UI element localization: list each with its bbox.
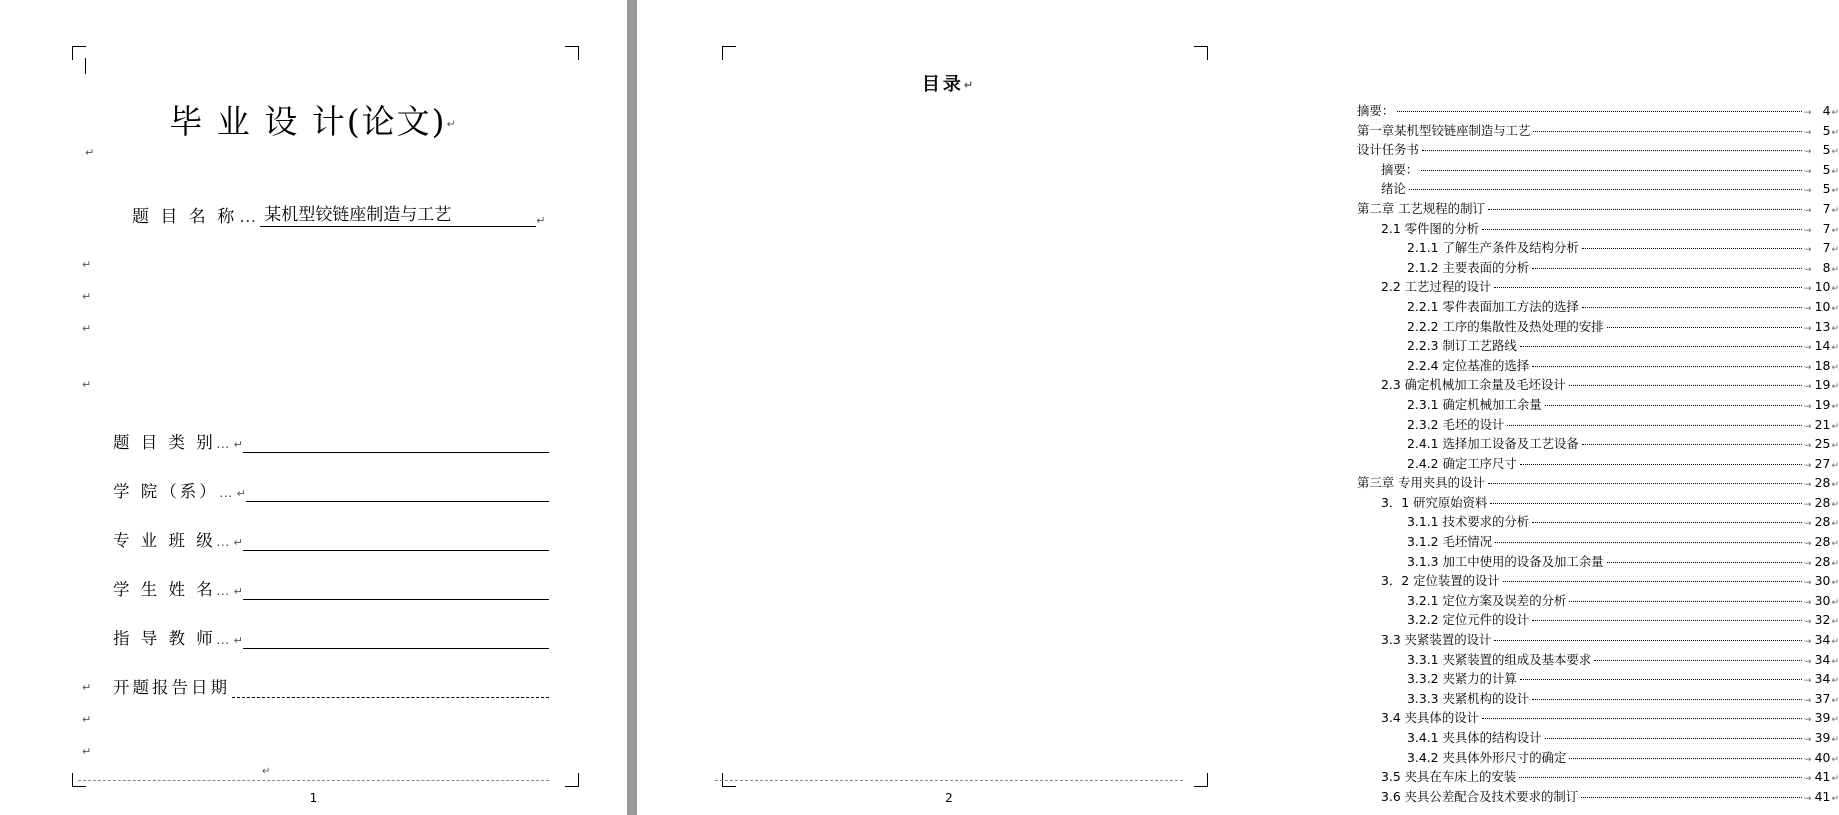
toc-entry[interactable] (1357, 689, 1839, 709)
toc-leader-dots (1545, 737, 1802, 739)
toc-entry-page: 34 (1814, 651, 1831, 667)
toc-entry-label: 2.3.2 毛坯的设计 (1407, 416, 1505, 432)
empty-paragraph-mark: ↵ (82, 258, 92, 271)
toc-leader-dots (1495, 541, 1802, 543)
toc-entry[interactable] (1357, 454, 1839, 474)
tab-mark-icon: → (1803, 343, 1812, 354)
page-title (0, 96, 627, 143)
toc-entry-page: 4 (1822, 103, 1831, 118)
tab-mark-icon: → (1803, 186, 1812, 197)
tab-mark-icon: → (1803, 421, 1812, 432)
toc-leader-dots (1582, 443, 1802, 445)
tab-mark-icon: → (1803, 225, 1812, 236)
toc-entry-label: 3．1 研究原始资料 (1381, 494, 1488, 510)
toc-leader-dots (1494, 639, 1802, 641)
field-row-category (113, 408, 549, 453)
toc-leader-dots (1582, 247, 1802, 249)
paragraph-mark-icon: ↵ (233, 635, 243, 647)
toc-entry-label: 2.2.3 制订工艺路线 (1407, 338, 1517, 354)
field-input-class[interactable] (243, 530, 549, 551)
page-number-right: 2 (945, 791, 953, 805)
paragraph-mark-icon: ↵ (1831, 245, 1839, 256)
toc-entry-page: 30 (1814, 573, 1831, 589)
empty-paragraph-mark: ↵ (82, 713, 92, 726)
toc-entry[interactable] (1357, 552, 1839, 572)
toc-entry[interactable] (1357, 101, 1839, 121)
toc-entry[interactable] (1357, 650, 1839, 670)
toc-entry-page: 28 (1814, 534, 1831, 550)
toc-leader-dots (1422, 149, 1802, 151)
empty-paragraph-mark: ↵ (82, 745, 92, 758)
text-cursor (85, 58, 86, 74)
paragraph-mark-icon: ↵ (1831, 519, 1839, 530)
toc-entry[interactable] (1357, 277, 1839, 297)
toc-entry-page: 32 (1814, 612, 1831, 628)
tab-mark-icon: → (1803, 362, 1812, 373)
paragraph-mark-icon: ↵ (446, 117, 458, 131)
toc-leader-dots (1532, 267, 1802, 269)
toc-entry-page: 41 (1814, 788, 1831, 804)
toc-list (1357, 101, 1839, 806)
toc-entry-label: 2.1.1 了解生产条件及结构分析 (1407, 240, 1579, 256)
toc-entry-label: 3.5 夹具在车床上的安装 (1381, 769, 1517, 785)
toc-entry-page: 13 (1814, 318, 1831, 334)
form-fields (113, 408, 549, 702)
tab-mark-icon: → (1803, 460, 1812, 471)
toc-leader-dots (1532, 365, 1802, 367)
toc-entry-label: 2.1 零件图的分析 (1381, 220, 1479, 236)
crop-mark-top-left (72, 46, 86, 60)
paragraph-mark-icon: ↵ (1831, 774, 1839, 785)
toc-entry-label: 第一章某机型铰链座制造与工艺 (1357, 122, 1531, 138)
toc-entry-label: 设计任务书 (1357, 142, 1419, 158)
toc-entry-label: 2.2.4 定位基准的选择 (1407, 357, 1530, 373)
field-input-college[interactable] (246, 481, 549, 502)
tab-mark-icon: → (1803, 715, 1812, 726)
tab-mark-icon: → (1803, 597, 1812, 608)
footer-separator (715, 780, 1183, 781)
toc-entry[interactable] (1357, 493, 1839, 513)
empty-paragraph-mark: ↵ (82, 378, 92, 391)
toc-entry-page: 19 (1814, 377, 1831, 393)
toc-entry[interactable] (1357, 238, 1839, 258)
tab-mark-icon: → (1803, 774, 1812, 785)
field-label-college: 学 院（系） (113, 482, 219, 501)
subject-title-row (132, 200, 545, 227)
toc-leader-dots (1545, 404, 1802, 406)
toc-entry-page: 8 (1822, 259, 1831, 275)
paragraph-mark-icon: ↵ (536, 214, 546, 227)
tab-mark-icon: → (1803, 401, 1812, 412)
empty-paragraph-mark: ↵ (82, 681, 92, 694)
toc-entry-page: 5 (1822, 181, 1831, 197)
toc-entry-page: 5 (1822, 122, 1831, 138)
paragraph-mark-icon: ↵ (236, 488, 246, 500)
toc-entry-label: 2.3.1 确定机械加工余量 (1407, 396, 1542, 412)
toc-entry-label: 3.4.1 夹具体的结构设计 (1407, 730, 1542, 745)
toc-entry-page: 41 (1814, 769, 1831, 785)
toc-entry[interactable] (1357, 160, 1839, 180)
tab-mark-icon: → (1803, 656, 1812, 667)
tab-mark-icon: → (1803, 519, 1812, 530)
toc-leader-dots (1507, 424, 1801, 426)
tab-mark-icon: → (1803, 323, 1812, 334)
toc-entry-label: 3.3.3 夹紧机构的设计 (1407, 690, 1530, 706)
toc-entry-label: 3.1.1 技术要求的分析 (1407, 514, 1530, 530)
toc-entry-page: 21 (1814, 416, 1831, 432)
tab-mark-icon: → (1803, 127, 1812, 138)
toc-entry[interactable] (1357, 728, 1839, 748)
toc-leader-dots (1520, 463, 1802, 465)
toc-entry[interactable] (1357, 179, 1839, 199)
toc-entry[interactable] (1357, 336, 1839, 356)
tab-mark-icon: → (1803, 695, 1812, 706)
tab-mark-icon: → (1803, 284, 1812, 295)
paragraph-mark-icon: ↵ (1831, 558, 1839, 569)
paragraph-mark-icon: ↵ (1831, 362, 1839, 373)
tab-mark-icon: → (1803, 539, 1812, 550)
tab-mark-icon: → (1803, 793, 1812, 804)
subject-value[interactable]: 某机型铰链座制造与工艺 (260, 200, 536, 227)
toc-entry[interactable] (1357, 375, 1839, 395)
toc-entry-page: 40 (1814, 749, 1831, 765)
field-dots: … (215, 631, 232, 647)
empty-paragraph-mark: ↵ (85, 146, 95, 159)
paragraph-mark-icon: ↵ (1831, 225, 1839, 236)
footer-paragraph-mark: ↵ (262, 766, 271, 777)
paragraph-mark-icon: ↵ (1831, 205, 1839, 216)
paragraph-mark-icon: ↵ (1831, 695, 1839, 706)
paragraph-mark-icon: ↵ (1831, 735, 1839, 745)
field-input-proposal-date[interactable] (232, 677, 549, 698)
toc-leader-dots (1533, 130, 1801, 132)
toc-entry[interactable] (1357, 297, 1839, 317)
paragraph-mark-icon: ↵ (1831, 382, 1839, 393)
crop-mark-bottom-right (565, 773, 579, 787)
paragraph-mark-icon: ↵ (1831, 421, 1839, 432)
paragraph-mark-icon: ↵ (233, 586, 243, 598)
toc-entry-label: 第二章 工艺规程的制订 (1357, 200, 1485, 216)
toc-entry[interactable] (1357, 317, 1839, 337)
toc-entry[interactable] (1357, 434, 1839, 454)
toc-entry[interactable] (1357, 258, 1839, 278)
toc-entry-page: 7 (1822, 240, 1831, 256)
toc-entry[interactable] (1357, 767, 1839, 787)
toc-entry-label: 3.2.2 定位元件的设计 (1407, 612, 1530, 628)
tab-mark-icon: → (1803, 147, 1812, 158)
toc-entry-label: 3.1.3 加工中使用的设备及加工余量 (1407, 553, 1604, 569)
toc-entry-label: 3．2 定位装置的设计 (1381, 573, 1500, 589)
toc-entry[interactable] (1357, 610, 1839, 630)
toc-entry-label: 3.6 夹具公差配合及技术要求的制订 (1381, 788, 1579, 804)
toc-entry[interactable] (1357, 571, 1839, 591)
toc-leader-dots (1582, 306, 1802, 308)
toc-entry-label: 摘要： (1381, 161, 1419, 177)
crop-mark-top-left (722, 46, 736, 60)
paragraph-mark-icon: ↵ (1831, 166, 1839, 177)
toc-leader-dots (1488, 208, 1802, 210)
field-row-proposal-date (113, 653, 549, 698)
toc-entry-page: 10 (1814, 298, 1831, 314)
toc-entry-page: 28 (1814, 553, 1831, 569)
field-row-class (113, 506, 549, 551)
toc-entry[interactable] (1357, 356, 1839, 376)
tab-mark-icon: → (1803, 205, 1812, 216)
tab-mark-icon: → (1803, 441, 1812, 452)
paragraph-mark-icon: ↵ (1831, 441, 1839, 452)
paragraph-mark-icon: ↵ (1831, 617, 1839, 628)
field-input-category[interactable] (243, 432, 549, 453)
field-row-advisor (113, 604, 549, 649)
toc-entry[interactable] (1357, 591, 1839, 611)
paragraph-mark-icon: ↵ (1831, 480, 1839, 491)
toc-leader-dots (1607, 561, 1802, 563)
toc-entry-label: 2.2 工艺过程的设计 (1381, 279, 1492, 295)
toc-entry-page: 5 (1822, 161, 1831, 177)
toc-entry-page: 27 (1814, 455, 1831, 471)
paragraph-mark-icon: ↵ (1831, 499, 1839, 510)
field-label-advisor: 指 导 教 师 (113, 629, 216, 648)
toc-entry-page: 28 (1814, 514, 1831, 530)
empty-paragraph-mark: ↵ (82, 290, 92, 303)
field-label-category: 题 目 类 别 (113, 433, 216, 452)
tab-mark-icon: → (1803, 108, 1812, 118)
page-gutter-scrollbar[interactable] (627, 0, 637, 815)
toc-entry[interactable] (1357, 669, 1839, 689)
toc-leader-dots (1494, 286, 1802, 288)
toc-entry-page: 18 (1814, 357, 1831, 373)
toc-entry[interactable] (1357, 630, 1839, 650)
toc-leader-dots (1421, 169, 1802, 171)
toc-entry-page: 39 (1814, 710, 1831, 726)
paragraph-mark-icon: ↵ (1831, 127, 1839, 138)
toc-entry-label: 2.4.1 选择加工设备及工艺设备 (1407, 436, 1579, 452)
toc-leader-dots (1569, 757, 1802, 759)
toc-entry-label: 3.1.2 毛坯情况 (1407, 534, 1493, 550)
toc-leader-dots (1488, 482, 1802, 484)
field-dots: … (215, 435, 232, 451)
field-dots: … (218, 484, 235, 500)
field-label-class: 专 业 班 级 (113, 531, 216, 550)
toc-entry[interactable] (1357, 532, 1839, 552)
paragraph-mark-icon: ↵ (1831, 401, 1839, 412)
toc-entry[interactable] (1357, 473, 1839, 493)
toc-entry-page: 30 (1814, 592, 1831, 608)
paragraph-mark-icon: ↵ (1831, 539, 1839, 550)
field-label-student-name: 学 生 姓 名 (113, 580, 216, 599)
field-input-advisor[interactable] (243, 628, 549, 649)
paragraph-mark-icon: ↵ (1831, 637, 1839, 648)
toc-entry-page: 10 (1814, 279, 1831, 295)
toc-leader-dots (1519, 776, 1802, 778)
field-row-college (113, 457, 549, 502)
field-input-student-name[interactable] (243, 579, 549, 600)
toc-page (637, 0, 1839, 815)
toc-entry-page: 14 (1814, 338, 1831, 354)
toc-entry[interactable] (1357, 415, 1839, 435)
toc-entry[interactable] (1357, 748, 1839, 768)
toc-leader-dots (1569, 600, 1802, 602)
toc-leader-dots (1520, 345, 1802, 347)
toc-entry-label: 2.2.1 零件表面加工方法的选择 (1407, 298, 1579, 314)
toc-leader-dots (1397, 110, 1802, 112)
toc-entry-label: 3.3 夹紧装置的设计 (1381, 632, 1492, 648)
toc-entry-page: 7 (1822, 220, 1831, 236)
toc-entry-page: 28 (1814, 494, 1831, 510)
toc-entry-label: 3.4 夹具体的设计 (1381, 710, 1479, 726)
empty-paragraph-mark: ↵ (82, 322, 92, 335)
toc-entry[interactable] (1357, 121, 1839, 141)
page-number-left: 1 (309, 791, 318, 805)
toc-leader-dots (1482, 717, 1802, 719)
tab-mark-icon: → (1803, 480, 1812, 491)
tab-mark-icon: → (1803, 303, 1812, 314)
toc-entry-label: 2.1.2 主要表面的分析 (1407, 259, 1530, 275)
toc-entry-page: 28 (1814, 475, 1831, 491)
paragraph-mark-icon: ↵ (1831, 284, 1839, 295)
toc-leader-dots (1503, 580, 1802, 582)
tab-mark-icon: → (1803, 617, 1812, 628)
toc-entry-label: 摘要： (1357, 103, 1395, 118)
tab-mark-icon: → (1803, 754, 1812, 765)
toc-entry[interactable] (1357, 219, 1839, 239)
paragraph-mark-icon: ↵ (1831, 676, 1839, 687)
tab-mark-icon: → (1803, 637, 1812, 648)
paragraph-mark-icon: ↵ (1831, 343, 1839, 354)
paragraph-mark-icon: ↵ (1831, 303, 1839, 314)
toc-leader-dots (1569, 384, 1802, 386)
paragraph-mark-icon: ↵ (233, 439, 243, 451)
paragraph-mark-icon: ↵ (1831, 186, 1839, 197)
paragraph-mark-icon: ↵ (1831, 147, 1839, 158)
toc-leader-dots (1490, 502, 1801, 504)
tab-mark-icon: → (1803, 382, 1812, 393)
toc-entry-page: 34 (1814, 671, 1831, 687)
toc-entry[interactable] (1357, 395, 1839, 415)
tab-mark-icon: → (1803, 578, 1812, 589)
toc-leader-dots (1532, 619, 1802, 621)
field-dots: … (215, 533, 232, 549)
tab-mark-icon: → (1803, 735, 1812, 745)
toc-entry-label: 2.4.2 确定工序尺寸 (1407, 455, 1517, 471)
toc-leader-dots (1520, 678, 1802, 680)
paragraph-mark-icon: ↵ (1831, 264, 1839, 275)
toc-entry-label: 2.3 确定机械加工余量及毛坯设计 (1381, 377, 1566, 393)
paragraph-mark-icon: ↵ (233, 537, 243, 549)
toc-entry-label: 第三章 专用夹具的设计 (1357, 475, 1485, 491)
toc-leader-dots (1581, 796, 1802, 798)
toc-entry-page: 5 (1822, 142, 1831, 158)
toc-entry[interactable] (1357, 787, 1839, 807)
toc-entry[interactable] (1357, 199, 1839, 219)
crop-mark-top-right (565, 46, 579, 60)
toc-leader-dots (1482, 228, 1802, 230)
paragraph-mark-icon: ↵ (1831, 323, 1839, 334)
toc-entry-page: 39 (1814, 730, 1831, 745)
title-page (0, 0, 627, 815)
toc-leader-dots (1532, 698, 1802, 700)
tab-mark-icon: → (1803, 166, 1812, 177)
field-label-proposal-date: 开题报告日期 (113, 678, 230, 697)
toc-entry-label: 3.3.1 夹紧装置的组成及基本要求 (1407, 651, 1592, 667)
toc-entry-page: 19 (1814, 396, 1831, 412)
toc-heading (637, 70, 1261, 96)
tab-mark-icon: → (1803, 245, 1812, 256)
paragraph-mark-icon: ↵ (1831, 715, 1839, 726)
toc-entry-label: 3.3.2 夹紧力的计算 (1407, 671, 1517, 687)
toc-leader-dots (1594, 659, 1802, 661)
subject-dots: … (239, 207, 259, 227)
paragraph-mark-icon: ↵ (1831, 460, 1839, 471)
paragraph-mark-icon: ↵ (1831, 754, 1839, 765)
toc-entry-page: 34 (1814, 632, 1831, 648)
tab-mark-icon: → (1803, 499, 1812, 510)
paragraph-mark-icon: ↵ (1831, 108, 1839, 118)
subject-label: 题 目 名 称 (132, 207, 238, 227)
paragraph-mark-icon: ↵ (1831, 597, 1839, 608)
paragraph-mark-icon: ↵ (1831, 578, 1839, 589)
field-row-student-name (113, 555, 549, 600)
toc-entry-page: 37 (1814, 690, 1831, 706)
page-title-text: 毕 业 设 计(论文) (169, 102, 447, 141)
toc-entry-page: 25 (1814, 436, 1831, 452)
toc-leader-dots (1409, 188, 1802, 190)
toc-entry[interactable] (1357, 512, 1839, 532)
crop-mark-top-right (1194, 46, 1208, 60)
toc-heading-text: 目录 (921, 74, 964, 95)
toc-entry-label: 3.4.2 夹具体外形尺寸的确定 (1407, 749, 1567, 765)
toc-entry[interactable] (1357, 708, 1839, 728)
crop-mark-bottom-right (1194, 773, 1208, 787)
paragraph-mark-icon: ↵ (1831, 793, 1839, 804)
paragraph-mark-icon: ↵ (963, 78, 977, 92)
tab-mark-icon: → (1803, 676, 1812, 687)
toc-entry-page: 7 (1822, 200, 1831, 216)
toc-entry-label: 2.2.2 工序的集散性及热处理的安排 (1407, 318, 1604, 334)
toc-entry[interactable] (1357, 140, 1839, 160)
toc-leader-dots (1532, 521, 1802, 523)
footer-separator (78, 780, 549, 781)
tab-mark-icon: → (1803, 264, 1812, 275)
tab-mark-icon: → (1803, 558, 1812, 569)
toc-entry-label: 绪论 (1381, 181, 1406, 197)
paragraph-mark-icon: ↵ (1831, 656, 1839, 667)
toc-entry-label: 3.2.1 定位方案及误差的分析 (1407, 592, 1567, 608)
toc-leader-dots (1607, 326, 1802, 328)
field-dots: … (215, 582, 232, 598)
